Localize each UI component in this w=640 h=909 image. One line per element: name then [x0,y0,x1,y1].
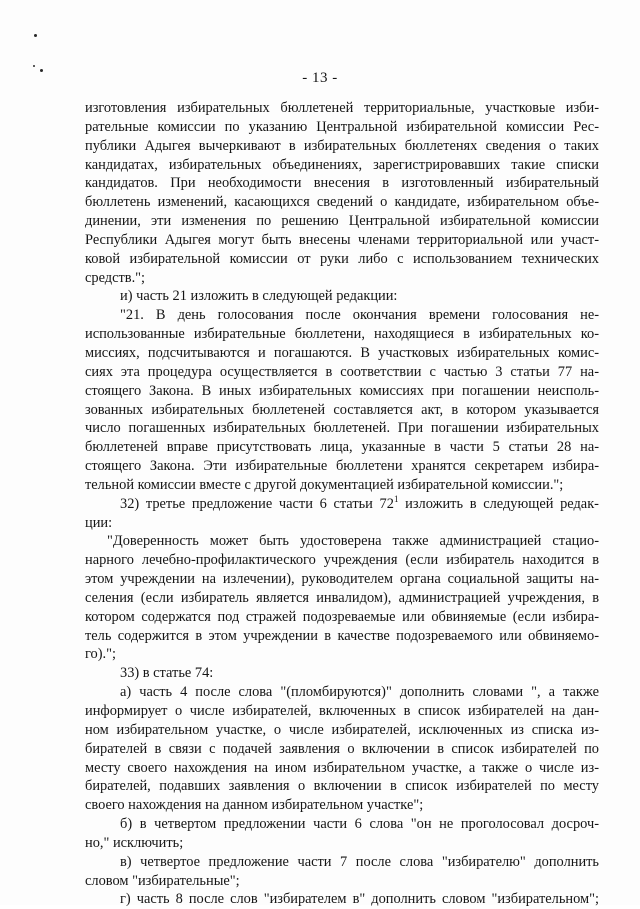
text-line-content: нарного лечебно-профилактического учреждения (если избиратель находится в [85,552,599,569]
text-line-content: зованных избирательных бюллетеней составляется акт, в котором указывается [85,401,599,418]
text-line [85,476,599,495]
text-line-content: б) в четвертом предложении части 6 слова "он не проголосовал досроч- [120,816,599,833]
text-line [85,759,599,778]
text-line [85,325,599,344]
text-line [85,890,599,909]
text-line-content: динении, эти изменения по решению Центральной избирательной комиссии [85,213,599,230]
text-line [85,532,599,551]
text-line [85,306,599,325]
text-line [85,777,599,796]
text-line-continuation: изложить в следующей редак- [398,495,599,512]
text-line-content: число погашенных избирательных бюллетеней. При погашении избирательных [85,420,599,437]
text-line [85,495,599,514]
article-superscript: 1 [393,493,399,504]
text-line-content: месту своего нахождения на ином избирательном участке, а также о числе из- [85,759,599,776]
text-line [85,608,599,627]
text-line [85,853,599,872]
text-line-content: словом "избирательные"; [85,872,240,889]
text-line-content: стоящего Закона. Эти избирательные бюллетени хранятся секретарем избира- [85,458,599,475]
text-line-content: стоящего Закона. В иных избирательных комиссиях при погашении неисполь- [85,382,599,399]
text-line [85,570,599,589]
text-line [85,815,599,834]
text-line [85,99,599,118]
text-line-content: этом учреждении на излечении), руководителем органа социальной защиты на- [85,571,599,588]
text-line [85,702,599,721]
text-line [85,156,599,175]
text-line [85,118,599,137]
text-line [85,796,599,815]
text-line-content: бюллетень изменений, касающихся сведений о кандидате, избирательном объе- [85,194,599,211]
text-line-content: "Доверенность может быть удостоверена также администрацией стацио- [107,533,599,550]
text-line-content: ции: [85,514,113,531]
text-line-content: а) часть 4 после слова "(пломбируются)" дополнить словами ", а также [120,684,599,701]
text-line [85,401,599,420]
text-line [85,721,599,740]
text-line-content: бирателей, подавших заявления о включении в список избирателей по месту [85,778,599,795]
text-line [85,174,599,193]
text-line-content: рательные комиссии по указанию Центральной избирательной комиссии Рес- [85,118,599,135]
text-line [85,137,599,156]
text-line-content: 32) третье предложение части 6 статьи 72 [120,495,394,512]
scan-speck [33,65,35,67]
text-line [85,457,599,476]
text-line [85,589,599,608]
text-line-content: сиях эта процедура осуществляется в соответствии с частью 3 статьи 77 на- [85,363,599,380]
text-line [85,683,599,702]
text-line [85,438,599,457]
text-line-content: селения (если избиратель является инвалидом), администрацией учреждения, в [85,589,599,606]
text-line-content: бюллетеней вправе присутствовать лица, указанные в части 5 статьи 28 на- [85,439,599,456]
text-line-content: информирует о числе избирателей, включенных в список избирателей на дан- [85,703,599,719]
text-line-content: ном избирательном участке, о числе избирателей, исключенных из списка из- [85,721,599,738]
text-line [85,212,599,231]
text-line [85,382,599,401]
text-line [85,193,599,212]
text-line-content: бирателей в связи с подачей заявления о включении в список избирателей по [85,740,599,757]
text-line-content: котором содержатся под стражей подозреваемые или обвиняемые (если избира- [85,608,599,625]
text-line-content: 33) в статье 74: [120,665,214,682]
text-line [85,740,599,759]
text-line [85,627,599,646]
text-line [85,287,599,306]
text-line-content: в) четвертое предложение части 7 после слова "избирателю" дополнить [120,853,599,870]
text-line-content: кандидатов. При необходимости внесения в изготовленный избирательный [85,175,599,192]
text-line [85,872,599,891]
text-line [85,834,599,853]
text-line-content: го)."; [85,646,117,663]
text-line-content: но," исключить; [85,834,184,851]
text-line-content: изготовления избирательных бюллетеней территориальные, участковые изби- [85,100,599,116]
text-line-content: "21. В день голосования после окончания времени голосования не- [120,307,599,324]
text-line [85,269,599,288]
text-line [85,363,599,382]
text-line-content: ковой избирательной комиссии от руки либо с использованием технических [85,250,599,267]
text-line-content: использованные избирательные бюллетени, находящиеся в избирательных ко- [85,326,599,343]
text-line-content: тель содержится в этом учреждении в качестве подозреваемого или обвиняемо- [85,627,599,644]
text-line [85,514,599,533]
text-line [85,344,599,363]
text-line [85,551,599,570]
text-line-content: своего нахождения на данном избирательном участке"; [85,797,424,814]
text-line [85,419,599,438]
text-line [85,664,599,683]
text-line-content: миссиях, подсчитываются и погашаются. В участковых избирательных комис- [85,344,599,361]
text-line-content: Республики Адыгея могут быть внесены членами территориальной или участ- [85,231,599,248]
text-line [85,645,599,664]
text-line-content: г) часть 8 после слов "избирателем в" дополнить словом "избирательном"; [120,891,599,908]
text-line-content: кандидатах, избирательных объединениях, зарегистрировавших такие списки [85,156,599,173]
text-line-content: средств."; [85,269,146,286]
document-body [85,99,599,909]
text-line-content: тельной комиссии вместе с другой документацией избирательной комиссии."; [85,476,564,493]
page-number: - 13 - [302,70,338,86]
text-line-content: публики Адыгея вычеркивают в избирательных бюллетенях сведения о таких [85,137,599,154]
scan-speck [34,34,37,37]
text-line [85,250,599,269]
text-line [85,231,599,250]
text-line-content: и) часть 21 изложить в следующей редакции: [120,288,398,305]
